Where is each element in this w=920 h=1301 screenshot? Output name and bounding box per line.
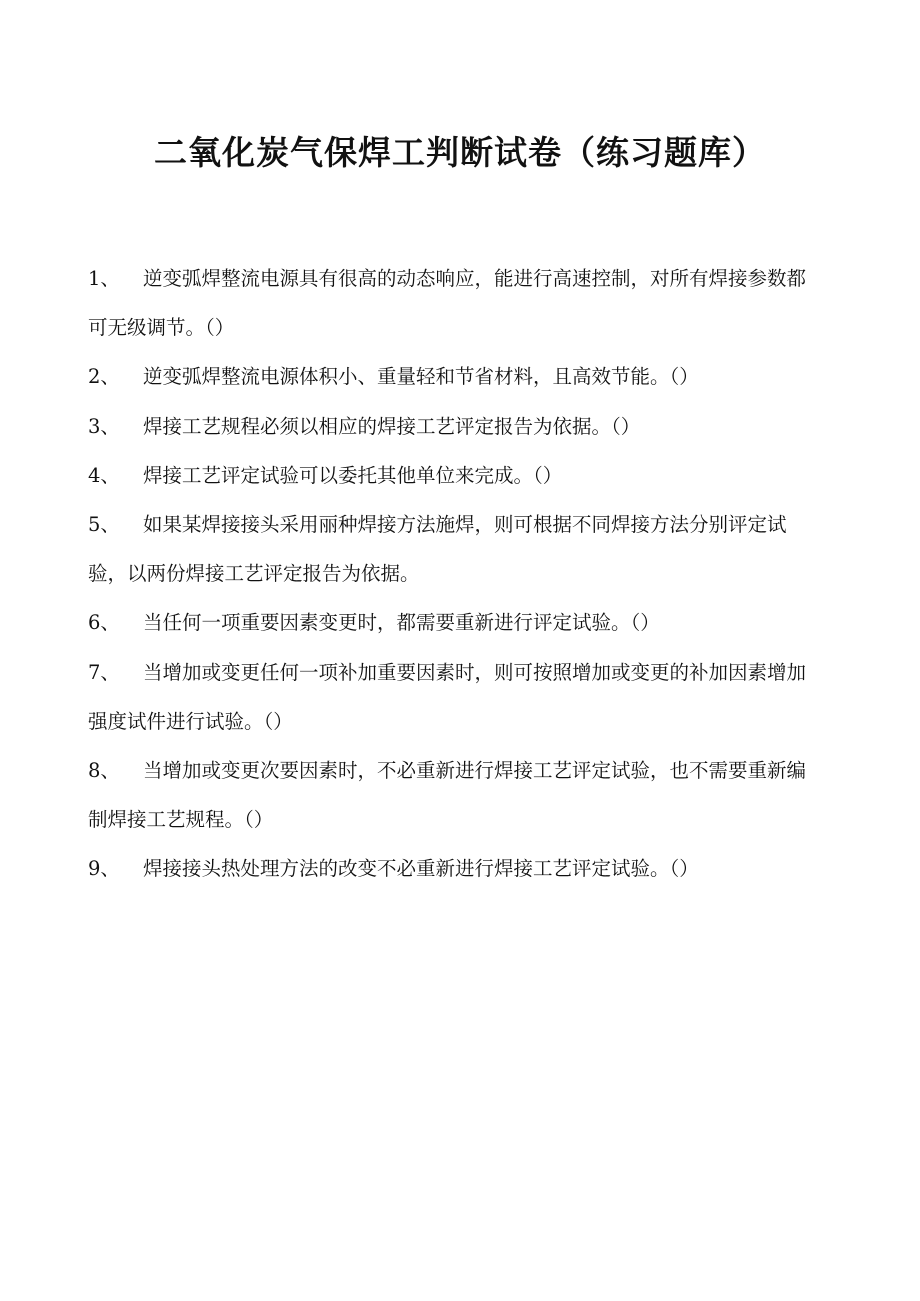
question-item-3: [88, 402, 818, 451]
question-text: 当增加或变更次要因素时，不必重新进行焊接工艺评定试验，也不需要重新编制焊接工艺规程。（）: [88, 759, 807, 832]
question-text: 当任何一项重要因素变更时，都需要重新进行评定试验。（）: [143, 611, 660, 635]
question-number: 7、: [88, 660, 120, 684]
question-number: 1、: [88, 267, 120, 290]
question-number: 9、: [88, 857, 120, 881]
question-item-2: [88, 352, 818, 401]
question-number: 2、: [88, 365, 120, 389]
question-item-6: [88, 598, 818, 647]
question-number: 3、: [88, 414, 120, 438]
question-number: 8、: [88, 759, 120, 783]
question-item-4: [88, 451, 818, 500]
question-text: 逆变弧焊整流电源具有很高的动态响应，能进行高速控制，对所有焊接参数都可无级调节。（）: [88, 267, 807, 340]
question-list: [88, 254, 818, 894]
question-item-1: [88, 254, 818, 352]
question-number: 4、: [88, 463, 120, 487]
question-text: 当增加或变更任何一项补加重要因素时，则可按照增加或变更的补加因素增加强度试件进行试验。（）: [88, 660, 807, 733]
page-title: 二氧化炭气保焊工判断试卷（练习题库）: [154, 133, 766, 172]
question-text: 焊接工艺评定试验可以委托其他单位来完成。（）: [143, 463, 563, 487]
question-text: 焊接工艺规程必须以相应的焊接工艺评定报告为依据。（）: [143, 414, 641, 438]
question-text: 如果某焊接接头采用丽种焊接方法施焊，则可根据不同焊接方法分别评定试验，以两份焊接工艺评定报告为依据。: [88, 513, 787, 586]
question-number: 6、: [88, 611, 120, 635]
question-item-8: [88, 746, 818, 844]
question-item-7: [88, 648, 818, 746]
question-number: 5、: [88, 513, 120, 537]
question-text: 焊接接头热处理方法的改变不必重新进行焊接工艺评定试验。（）: [143, 857, 699, 881]
question-item-5: [88, 500, 818, 598]
question-item-9: [88, 844, 818, 893]
question-text: 逆变弧焊整流电源体积小、重量轻和节省材料，且高效节能。（）: [143, 365, 699, 389]
